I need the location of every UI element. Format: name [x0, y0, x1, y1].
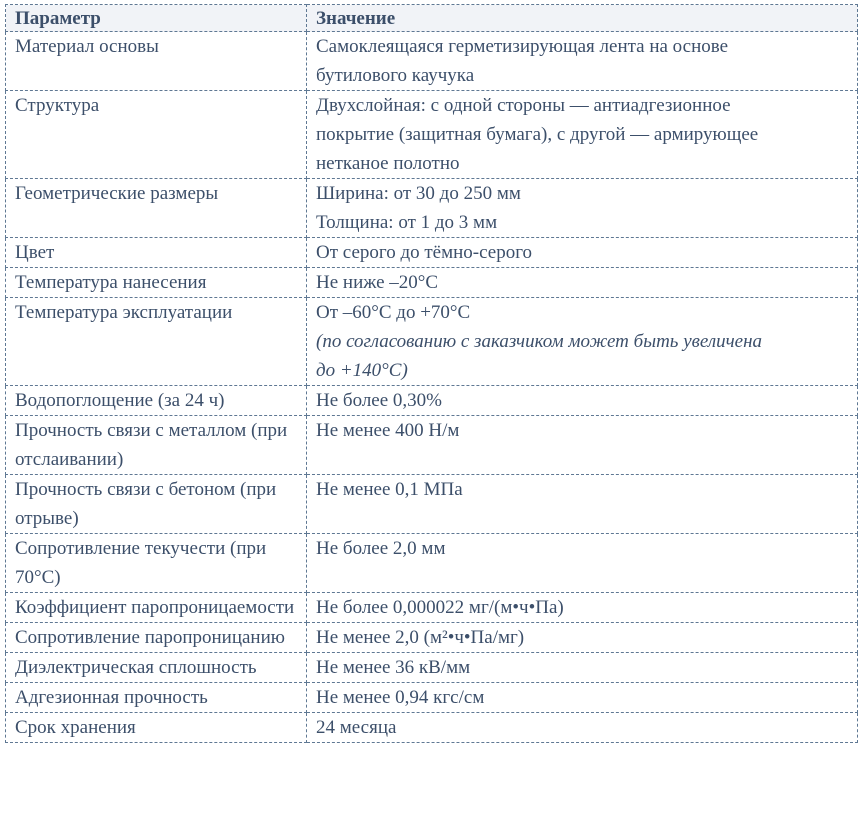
param-cell: Материал основы	[6, 32, 307, 91]
param-cell: Прочность связи с металлом (при отслаивании)	[6, 416, 307, 475]
value-line: Не более 0,000022 мг/(м•ч•Па)	[316, 597, 564, 618]
value-cell	[307, 475, 858, 534]
table-row	[6, 32, 858, 91]
table-row	[6, 623, 858, 653]
value-line: Не ниже –20°С	[316, 272, 439, 293]
value-line: Не менее 36 кВ/мм	[316, 657, 471, 678]
header-value: Значение	[307, 5, 858, 32]
spec-table	[5, 4, 858, 743]
table-header-row	[6, 5, 858, 32]
param-cell: Диэлектрическая сплошность	[6, 653, 307, 683]
value-cell	[307, 91, 858, 179]
param-cell: Температура эксплуатации	[6, 298, 307, 386]
value-line: Не менее 400 Н/м	[316, 420, 460, 441]
param-cell: Срок хранения	[6, 713, 307, 743]
param-cell: Цвет	[6, 238, 307, 268]
value-cell	[307, 268, 858, 298]
value-line: покрытие (защитная бумага), с другой — армирующее	[316, 124, 759, 145]
value-line: Не менее 0,94 кгс/см	[316, 687, 485, 708]
value-cell	[307, 386, 858, 416]
table-row	[6, 268, 858, 298]
value-cell	[307, 416, 858, 475]
param-cell: Прочность связи с бетоном (при отрыве)	[6, 475, 307, 534]
value-line: Не более 2,0 мм	[316, 538, 446, 559]
table-row	[6, 475, 858, 534]
value-line: бутилового каучука	[316, 65, 475, 86]
value-note-line: (по согласованию с заказчиком может быть увеличена	[316, 331, 763, 352]
param-cell: Водопоглощение (за 24 ч)	[6, 386, 307, 416]
value-cell	[307, 683, 858, 713]
table-row	[6, 298, 858, 386]
param-cell: Сопротивление текучести (при 70°С)	[6, 534, 307, 593]
value-line: От серого до тёмно-серого	[316, 242, 533, 263]
value-cell	[307, 623, 858, 653]
param-cell: Температура нанесения	[6, 268, 307, 298]
value-cell	[307, 534, 858, 593]
value-cell	[307, 653, 858, 683]
table-row	[6, 593, 858, 623]
param-cell: Коэффициент паропроницаемости	[6, 593, 307, 623]
value-cell	[307, 179, 858, 238]
header-param: Параметр	[6, 5, 307, 32]
value-line: Самоклеящаяся герметизирующая лента на основе	[316, 36, 729, 57]
value-line: От –60°С до +70°С	[316, 302, 471, 323]
param-cell: Структура	[6, 91, 307, 179]
param-cell: Геометрические размеры	[6, 179, 307, 238]
value-line: Ширина: от 30 до 250 мм	[316, 183, 521, 204]
value-line: Двухслойная: с одной стороны — антиадгезионное	[316, 95, 731, 116]
table-row	[6, 386, 858, 416]
value-cell	[307, 238, 858, 268]
value-cell	[307, 713, 858, 743]
table-row	[6, 534, 858, 593]
value-cell	[307, 298, 858, 386]
table-body	[6, 32, 858, 743]
table-row	[6, 416, 858, 475]
table-row	[6, 653, 858, 683]
value-line: Не менее 2,0 (м²•ч•Па/мг)	[316, 627, 525, 648]
value-line: 24 месяца	[316, 717, 397, 738]
value-cell	[307, 593, 858, 623]
value-line: Толщина: от 1 до 3 мм	[316, 212, 498, 233]
value-line: нетканое полотно	[316, 153, 460, 174]
value-line: Не менее 0,1 МПа	[316, 479, 463, 500]
value-cell	[307, 32, 858, 91]
table-row	[6, 683, 858, 713]
table-row	[6, 179, 858, 238]
value-note-line: до +140°С)	[316, 360, 408, 381]
table-row	[6, 238, 858, 268]
param-cell: Адгезионная прочность	[6, 683, 307, 713]
table-row	[6, 713, 858, 743]
param-cell: Сопротивление паропроницанию	[6, 623, 307, 653]
table-row	[6, 91, 858, 179]
value-line: Не более 0,30%	[316, 390, 442, 411]
